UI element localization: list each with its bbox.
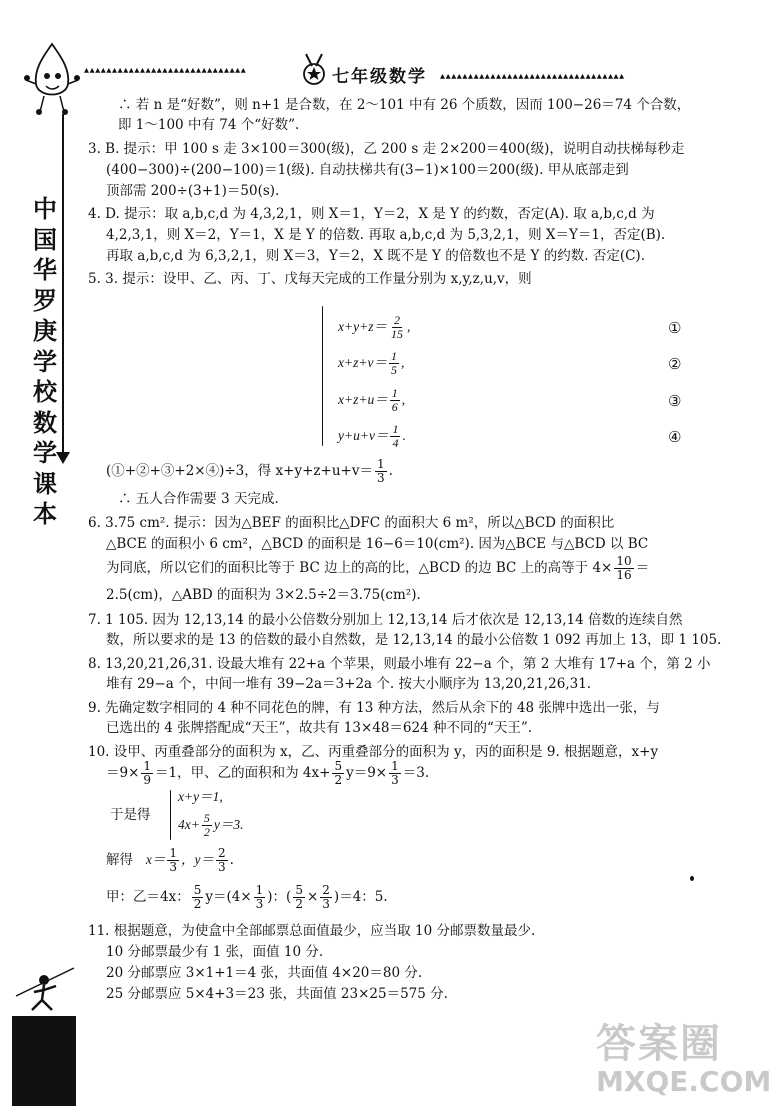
text-line: 20 分邮票应 3×1+1＝4 张，共面值 4×20＝80 分. [106,965,423,981]
side-char: 国 [33,224,57,254]
side-char: 华 [33,255,57,284]
header-decoration-left: ▲▲▲▲▲▲▲▲▲▲▲▲▲▲▲▲▲▲▲▲▲▲▲▲▲▲▲▲▲ [84,66,247,74]
text-line: 即 1～100 中有 74 个“好数”. [118,117,300,133]
equation-label-3: ③ [668,392,682,410]
answer-5: 5. 3. 提示：设甲、乙、丙、丁、戊每天完成的工作量分别为 x,y,z,u,v，则 [88,271,532,287]
text-line: △BCE 的面积小 6 cm²，△BCD 的面积是 16−6＝10(cm²). 因为△BCE 与△BCD 以 BC [106,536,649,552]
text-line: 再取 a,b,c,d 为 6,3,2,1，则 X＝3，Y＝2，X 既不是 Y 的倍数也不是 Y 的约数. 否定(C). [106,248,645,264]
equation-2: x+z+v＝ $\frac{1}{5}$ , [338,349,405,378]
page-header-title: 七年级数学 [332,67,427,87]
equation-4: y+u+v＝ $\frac{1}{4}$ . [338,422,406,451]
watermark-logo [596,1021,771,1104]
text-line: 4,2,3,1，则 X＝2，Y＝1，X 是 Y 的倍数. 再取 a,b,c,d 为 5,3,2,1，则 X＝Y＝1，否定(B). [106,227,666,243]
answer-9: 9. 先确定数字相同的 4 种不同花色的牌，有 13 种方法，然后从余下的 48 张牌中选出一张，与 [88,700,660,716]
equation-label-2: ② [668,355,682,373]
text-line: 25 分邮票应 5×4+3＝23 张，共面值 23×25＝575 分. [106,986,448,1002]
answer-4: 4. D. 提示：取 a,b,c,d 为 4,3,2,1，则 X＝1，Y＝2，X 是 Y 的约数，否定(A). 取 a,b,c,d 为 [88,206,655,222]
text-line: ＝9× $\frac{1}{9}$ ＝1，甲、乙的面积和为 4x+ $\frac{5}{2}$ y＝9× $\frac{1}{3}$ ＝3. [106,759,430,787]
equation-brace [322,306,323,446]
text-line: 为同底，所以它们的面积比等于 BC 边上的高的比，△BCD 的边 BC 上的高等于 4× $\frac{10}{16}$ ＝ [106,554,650,582]
answer-3: 3. B. 提示：甲 100 s 走 3×100＝300(级)，乙 200 s 走 2×200＝400(级)，说明自动扶梯每秒走 [88,141,685,157]
side-rule [62,114,64,454]
text-line: 顶部需 200÷(3+1)＝50(s). [106,183,280,199]
text-line: 已选出的 4 张牌搭配成“天王”，故共有 13×48＝624 种不同的“天王”. [106,720,533,736]
equation-label-4: ④ [668,428,682,446]
text-line: ∴ 若 n 是“好数”，则 n+1 是合数，在 2～101 中有 26 个质数，因而 100−26＝74 个合数， [118,97,691,113]
text-line: 2.5(cm)，△ABD 的面积为 3×2.5÷2＝3.75(cm²). [106,587,421,603]
side-char: 庚 [33,316,57,345]
warrior-icon [14,966,76,1016]
text-line: 数，所以要求的是 13 的倍数的最小自然数，是 12,13,14 的最小公倍数 1 092 再加上 13，即 1 105. [106,632,722,648]
corner-block [12,1016,76,1106]
watermark-text: 答案圈 [596,1021,722,1067]
medal-icon [298,52,330,86]
dot-mark [690,876,694,881]
side-char: 罗 [33,285,57,315]
side-title [30,194,60,530]
answer-8: 8. 13,20,21,26,31. 设最大堆有 22+a 个苹果，则最小堆有 22−a 个，第 2 大堆有 17+a 个，第 2 小 [88,656,711,672]
equation: x+y＝1, [178,789,223,804]
equation: 4x+ $\frac{5}{2}$ y＝3. [178,811,244,840]
text-line: ∴ 五人合作需要 3 天完成. [118,491,279,507]
answer-7: 7. 1 105. 因为 12,13,14 的最小公倍数分别加上 12,13,14 后才依次是 12,13,14 倍数的连续自然 [88,612,683,628]
side-char: 校 [33,377,57,406]
side-char: 课 [33,468,57,498]
header-decoration-right: ▲▲▲▲▲▲▲▲▲▲▲▲▲▲▲▲▲▲▲▲▲▲▲▲▲▲▲▲▲▲▲▲▲ [440,72,625,80]
watermark-url: MXQE.COM [596,1065,771,1098]
text-line: 于是得 [110,807,151,823]
mascot-icon [22,40,82,116]
side-char: 中 [33,194,57,223]
equation-3: x+z+u＝ $\frac{1}{6}$ , [338,386,406,415]
text-line: 堆有 29−a 个，中间一堆有 39−2a＝3+2a 个. 按大小顺序为 13,20,21,26,31. [106,676,592,692]
equation-1: x+y+z＝ $\frac{2}{15}$ , [338,313,411,342]
answer-11: 11. 根据题意，为使盒中全部邮票总面值最少，应当取 10 分邮票数量最少. [88,923,536,939]
text-line: (①+②+③+2×④)÷3，得 x+y+z+u+v＝ $\frac{1}{3}$ . [106,457,393,485]
text-line: 解得 x＝ $\frac{1}{3}$ ，y＝ $\frac{2}{3}$ . [106,846,234,874]
answer-6: 6. 3.75 cm². 提示：因为△BEF 的面积比△DFC 的面积大 6 m²，所以△BCD 的面积比 [88,515,615,531]
text-line: 10 分邮票最少有 1 张，面值 10 分. [106,944,324,960]
equation-brace [170,790,171,840]
equation-label-1: ① [668,319,682,337]
side-char: 数 [33,407,57,437]
side-char: 学 [33,346,57,376]
text-line: (400−300)÷(200−100)＝1(级). 自动扶梯共有(3−1)×100＝200(级). 甲从底部走到 [106,162,629,178]
side-char: 学 [33,438,57,467]
side-char: 本 [33,499,57,528]
answer-10: 10. 设甲、丙重叠部分的面积为 x，乙、丙重叠部分的面积为 y，丙的面积是 9. 根据题意，x+y [88,744,659,760]
text-line: 甲：乙＝4x： $\frac{5}{2}$ y＝(4× $\frac{1}{3}$ )：( $\frac{5}{2}$ × $\frac{2}{3}$ )＝4：5. [106,883,388,911]
